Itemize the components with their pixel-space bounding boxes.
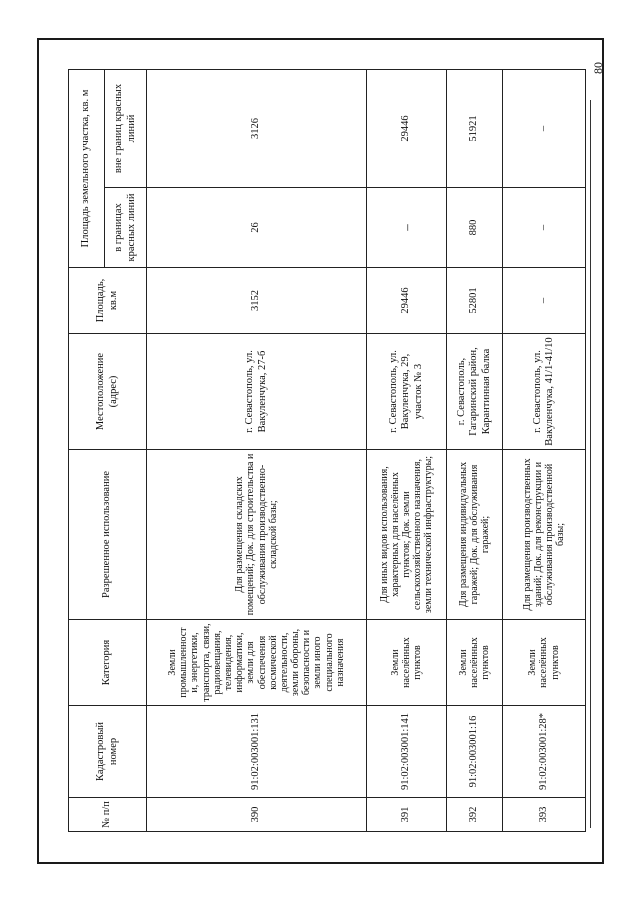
page-number: 80 xyxy=(591,62,605,74)
cell-location: г. Севастополь, ул. Вакуленчука, 41/1-41/10 xyxy=(503,334,586,450)
header-cadastral: Кадастровый номер xyxy=(69,706,147,798)
cell-num: 393 xyxy=(503,798,586,832)
table-row xyxy=(367,69,447,831)
land-plots-table xyxy=(68,69,586,832)
rotated-table-content xyxy=(68,70,585,832)
cell-cadastral: 91:02:003001:131 xyxy=(147,706,367,798)
cell-permitted-use: Для размещения складских помещений; Док. для строительства и обслуживания производственно-складской базы; xyxy=(147,450,367,620)
header-location: Местоположение (адрес) xyxy=(69,334,147,450)
header-num: № п/п xyxy=(69,798,147,832)
cell-area: 3152 xyxy=(147,268,367,334)
cell-location: г. Севастополь, ул. Вакуленчука, 27-б xyxy=(147,334,367,450)
cell-num: 390 xyxy=(147,798,367,832)
cell-within: – xyxy=(503,188,586,268)
cell-num: 391 xyxy=(367,798,447,832)
cell-cadastral: 91:02:003001:16 xyxy=(447,706,503,798)
cell-location: г. Севастополь, ул. Вакуленчука, 29, участок № 3 xyxy=(367,334,447,450)
header-category: Категория xyxy=(69,620,147,706)
cell-permitted-use: Для иных видов использования, характерных для населённых пунктов; Док. земли сельскохозяйственного назначения, земли технической инфраструктуры; xyxy=(367,450,447,620)
table-row xyxy=(503,69,586,831)
header-area: Площадь, кв.м xyxy=(69,268,147,334)
cell-category: Земли населённых пунктов xyxy=(503,620,586,706)
cell-area: 52801 xyxy=(447,268,503,334)
cell-area: 29446 xyxy=(367,268,447,334)
cell-within: 880 xyxy=(447,188,503,268)
cell-area: – xyxy=(503,268,586,334)
header-outside-red-lines: вне границ красных линий xyxy=(105,69,147,187)
table-row xyxy=(447,69,503,831)
cell-outside: – xyxy=(503,69,586,187)
cell-outside: 29446 xyxy=(367,69,447,187)
cell-within: 26 xyxy=(147,188,367,268)
table-row xyxy=(147,69,367,831)
cell-category: Земли населённых пунктов xyxy=(367,620,447,706)
header-within-red-lines: в границах красных линий xyxy=(105,188,147,268)
header-land-area-group: Площадь земельного участка, кв. м xyxy=(69,69,105,267)
cell-location: г. Севастополь, Гагаринский район, Карантинная балка xyxy=(447,334,503,450)
cell-cadastral: 91:02:003001:28* xyxy=(503,706,586,798)
cell-permitted-use: Для размещения производственных зданий; Док. для реконструкции и обслуживания производственной базы; xyxy=(503,450,586,620)
cell-outside: 3126 xyxy=(147,69,367,187)
header-permitted-use: Разрешенное использование xyxy=(69,450,147,620)
cell-category: Земли промышленност и, энергетики, транспорта, связи, радиовещания, телевидения, информатики, земли для обеспечения космической деятельности, земли обороны, безопасности и земли иного специального назначения xyxy=(147,620,367,706)
cell-permitted-use: Для размещения индивидуальных гаражей; Док. для обслуживания гаражей; xyxy=(447,450,503,620)
rotated-table-wrapper xyxy=(68,70,585,832)
cell-outside: 51921 xyxy=(447,69,503,187)
cell-category: Земли населённых пунктов xyxy=(447,620,503,706)
margin-rule xyxy=(590,100,591,828)
cell-within: – xyxy=(367,188,447,268)
cell-num: 392 xyxy=(447,798,503,832)
cell-cadastral: 91:02:003001:141 xyxy=(367,706,447,798)
